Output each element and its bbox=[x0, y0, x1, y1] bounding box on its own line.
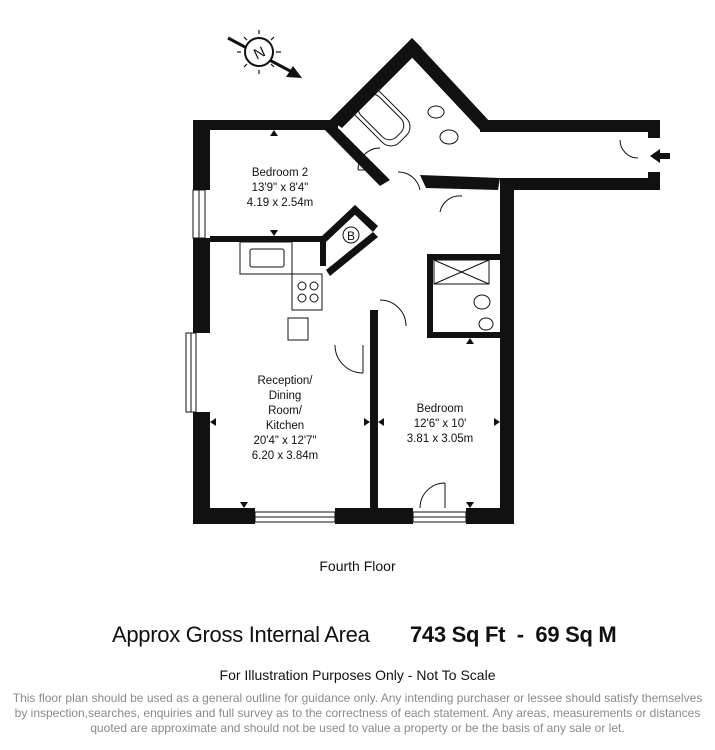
bedroom-label bbox=[390, 402, 490, 447]
entrance-arrow-icon bbox=[650, 149, 670, 163]
compass-letter: N bbox=[251, 43, 269, 64]
reception-imperial: 20'4" x 12'7" bbox=[253, 435, 317, 447]
reception-line-2: Dining bbox=[268, 390, 302, 402]
illustration-note: For Illustration Purposes Only - Not To Scale bbox=[219, 667, 496, 683]
ensuite-fixtures bbox=[434, 260, 493, 330]
reception-line-1: Reception/ bbox=[257, 375, 313, 387]
bedroom2-imperial: 13'9" x 8'4" bbox=[251, 182, 309, 194]
area-row bbox=[0, 622, 715, 656]
area-label: Approx Gross Internal Area bbox=[112, 622, 370, 647]
bedroom-name: Bedroom bbox=[416, 403, 464, 415]
floor-label: Fourth Floor bbox=[319, 558, 396, 574]
bedroom-metric: 3.81 x 3.05m bbox=[406, 433, 474, 445]
reception-label bbox=[235, 374, 335, 464]
bedroom2-label bbox=[230, 166, 330, 211]
doors bbox=[335, 140, 638, 508]
kitchen-fixtures bbox=[240, 242, 322, 340]
compass-icon bbox=[228, 30, 302, 78]
bedroom2-name: Bedroom 2 bbox=[251, 167, 309, 179]
area-value: 743 Sq Ft - 69 Sq M bbox=[410, 622, 617, 647]
disclaimer: This floor plan should be used as a general outline for guidance only. Any intending purchaser or lessee should satisfy themselves by inspection,searches, enquiries and full survey as to the correctness of each statement. Any areas, measurements or distances quoted are approximate and should not be used to value a property or be the basis of any sale or let. bbox=[12, 691, 703, 735]
bedroom-imperial: 12'6" x 10' bbox=[413, 418, 467, 430]
boiler-label: B bbox=[346, 229, 356, 243]
reception-line-3: Room/ bbox=[268, 405, 302, 417]
reception-line-4: Kitchen bbox=[265, 420, 305, 432]
reception-metric: 6.20 x 3.84m bbox=[251, 450, 319, 462]
bedroom2-metric: 4.19 x 2.54m bbox=[246, 197, 314, 209]
